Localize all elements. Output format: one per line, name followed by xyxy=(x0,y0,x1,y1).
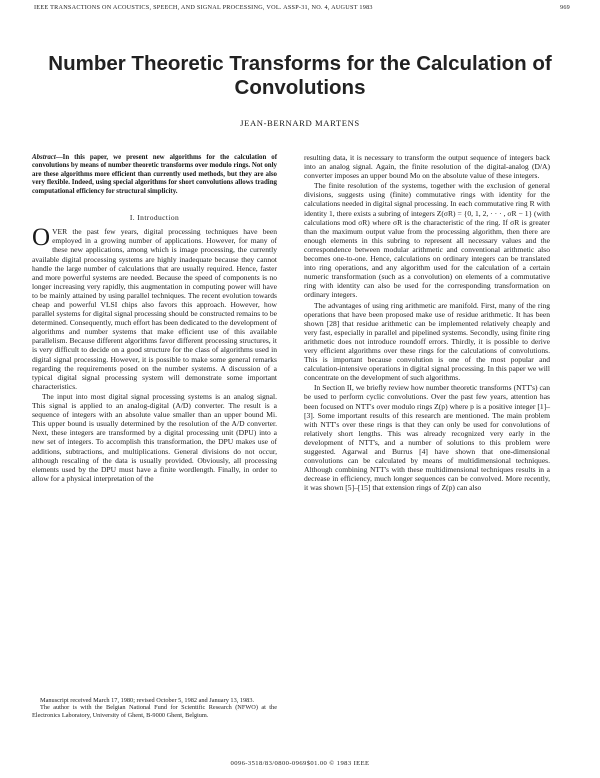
running-head xyxy=(34,4,570,11)
running-head-journal: IEEE TRANSACTIONS ON ACOUSTICS, SPEECH, AND SIGNAL PROCESSING, VOL. ASSP-31, NO. 4, AUGUST 1983 xyxy=(34,4,373,11)
right-paragraph-3: The advantages of using ring arithmetic are manifold. First, many of the ring operations that have been proposed make use of residue arithmetic. It has been shown [28] that residue arithmetic can be implemented relatively cheaply and very fast, especially in parallel and pipelined systems. Secondly, using finite ring arithmetic does not introduce roundoff errors. Thirdly, it is possible to derive very efficient algorithms over these rings for the calculations of convolutions. This is important because convolution is one of the most popular and calculation-intensive operations in digital signal processing. In this paper we will concentrate on the development of such algorithms. xyxy=(304,300,550,383)
drop-cap: O xyxy=(32,224,51,252)
right-paragraph-4: In Section II, we briefly review how number theoretic transforms (NTT's) can be used to perform cyclic convolutions. Over the past few years, attention has been focused on NTT's over modulo rings Z(p) where p is a positive integer [1]–[3]. Some important results of this research are mentioned. The main problem with NTT's over these rings is that they can only be used for convolutions of relatively short lengths. This was already recognized very early in the development of NTT's, and a number of solutions to this problem were suggested. Agarwal and Burrus [4] have shown that one-dimensional convolutions can be calculated by means of multidimensional techniques. Although combining NTT's with these multidimensional techniques results in a decrease in efficiency, much longer sequences can be convolved. More recently, it was shown [5]–[15] that extension rings of Z(p) can also xyxy=(304,383,550,493)
right-paragraph-2: The finite resolution of the systems, together with the exclusion of general divisions, suggests using (finite) commutative rings with identity for the calculations needed in digital signal processing. In each commutative ring R with identity 1, there exists a subring of integers Z(σR) = {0, 1, 2, · · · , σR − 1} (with calculations mod σR) where σR is the characteristic of the ring. If σR is greater than the maximum output value from the processing algorithm, then there are enough elements in this subring to represent all necessary values and the correspondence between modular arithmetic and conventional arithmetic also becomes one-to-one. Hence, calculations on ordinary integers can be translated into ring operations, and any algorithm used for the calculation of a certain numeric transformation (such as a convolution) on elements of a commutative ring with identity can also be used for the corresponding transformation on ordinary integers. xyxy=(304,181,550,300)
abstract-text: —In this paper, we present new algorithms for the calculation of convolutions by means of number theoretic transforms over modulo rings. Not only are these algorithms more efficient than currently used methods, but they are also very flexible. Indeed, using special algorithms for short convolutions allows trading computational efficiency for structural simplicity. xyxy=(32,154,277,195)
right-paragraph-1: resulting data, it is necessary to transform the output sequence of integers back into an analog signal. Again, the finite resolution of the digital-analog (D/A) converter imposes an upper bound Mo on the absolute value of these integers. xyxy=(304,153,550,181)
left-column xyxy=(32,154,277,483)
author-name: JEAN-BERNARD MARTENS xyxy=(240,118,360,128)
section-heading-introduction: I. Introduction xyxy=(129,213,180,223)
abstract xyxy=(32,154,277,196)
copyright-line: 0096-3518/83/0800-0969$01.00 © 1983 IEEE xyxy=(230,760,370,767)
abstract-lead: Abstract xyxy=(32,154,56,161)
footnote-author-affiliation: The author is with the Belgian National Fund for Scientific Research (NFWO) at the Electronics Laboratory, University of Ghent, B-9000 Ghent, Belgium. xyxy=(32,704,277,719)
intro-paragraph-1-text: VER the past few years, digital processing techniques have been employed in a growing number of applications. However, for many of these new applications, among which is image processing, the currently available digital processing systems are highly inadequate because they cannot handle the large number of calculations that are usually required. Hence, faster and more powerful systems are needed. Because the speed of components is no longer increasing very rapidly, this augmentation in computing power will have to be mainly attained by using parallel techniques. The recent evolution towards cheap and powerful VLSI chips also favors this approach. However, how parallel systems for digital signal processing should be constructed remains to be determined. Consequently, much effort has been dedicated to the development of algorithms and number systems that make efficient use of this available parallelism. Because different algorithms favor different processing structures, it is very difficult to decide on a good structure for the class of algorithms used in digital signal processing. However, it is possible to make some general remarks regarding the requirements posed on the number systems. A discussion of a typical digital signal processing system will demonstrate some important characteristics. xyxy=(32,227,277,391)
paper-title: Number Theoretic Transforms for the Calculation of Convolutions xyxy=(48,52,552,99)
right-column xyxy=(304,153,550,492)
intro-paragraph-2: The input into most digital signal processing systems is an analog signal. This signal is applied to an analog-digital (A/D) converter. The result is a sequence of integers with an absolute value smaller than an upper bound Mi. This upper bound is usually determined by the resolution of the A/D converter. Next, these integers are transformed by a digital processing unit (DPU) into a new set of integers. To accomplish this transformation, the DPU makes use of additions, subtractions, and multiplications. General divisions do not occur, although rescaling of the data is usually provided. Obviously, all processing elements used by the DPU must have a finite wordlength. Finally, in order to allow for a physical interpretation of the xyxy=(32,391,277,483)
footnote-manuscript-received: Manuscript received March 17, 1980; revised October 5, 1982 and January 13, 1983. xyxy=(40,697,255,704)
footnote xyxy=(32,697,277,719)
running-head-page-number: 969 xyxy=(559,4,570,11)
intro-paragraph-1 xyxy=(32,224,277,391)
